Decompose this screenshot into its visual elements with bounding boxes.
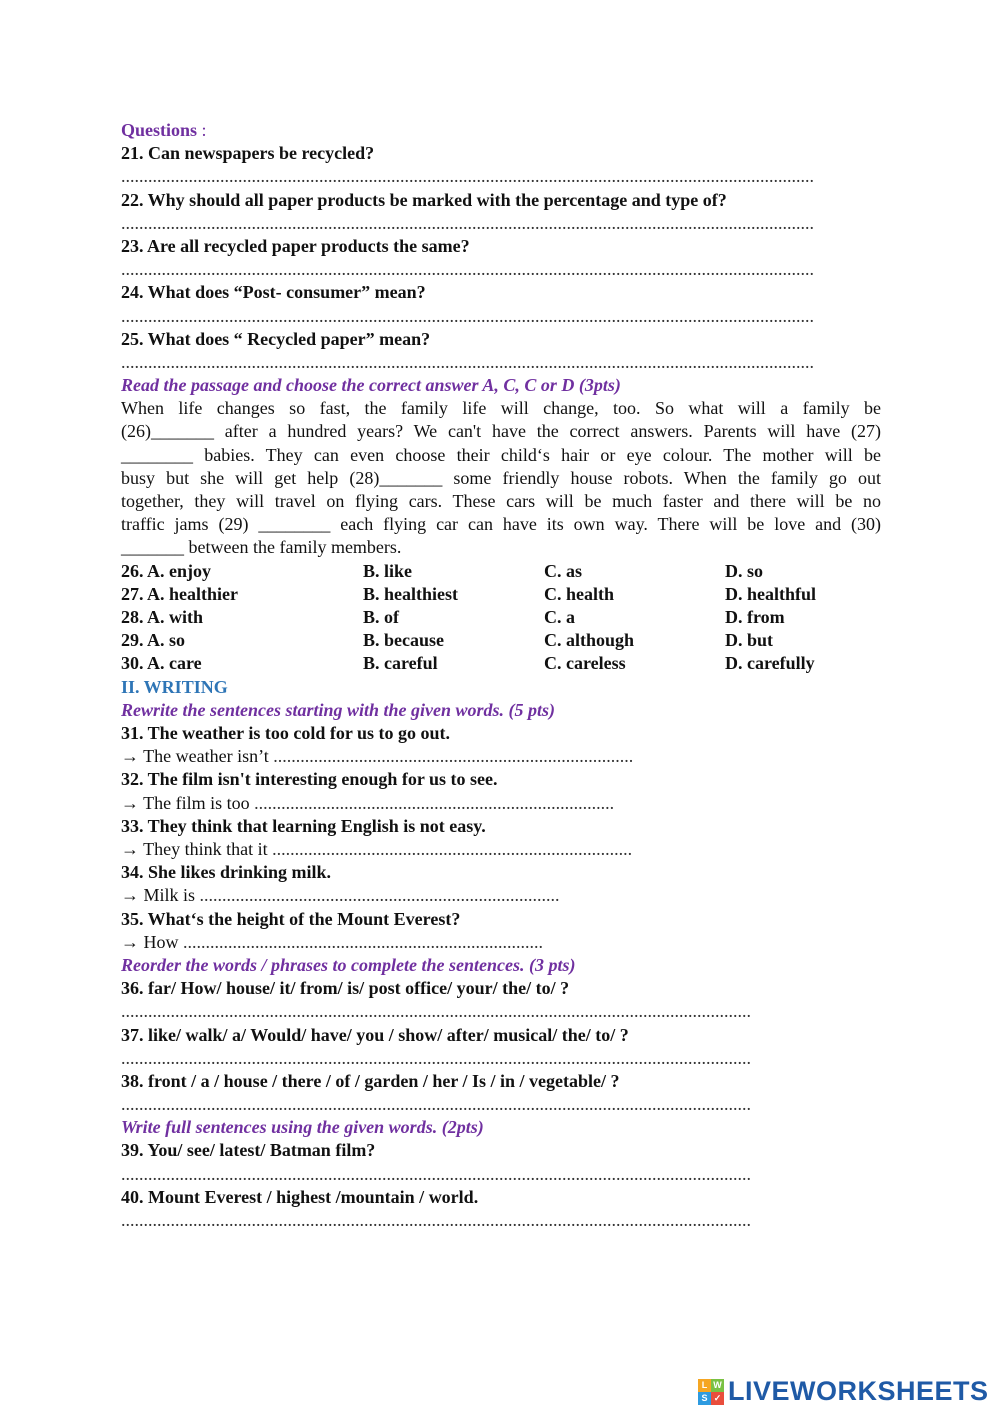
question-21: 21. Can newspapers be recycled? — [121, 143, 375, 164]
answer-31[interactable] — [121, 745, 881, 768]
logo-mark-icon — [698, 1379, 724, 1405]
option-a[interactable]: 29. A. so — [121, 630, 186, 651]
answer-dots[interactable]: ................................................................................ — [254, 792, 615, 813]
logo-tile: W — [711, 1379, 724, 1392]
answer-lead: → The weather isn’t — [121, 746, 274, 767]
answer-lead: → Milk is — [121, 885, 200, 906]
reorder-instruction: Reorder the words / phrases to complete the sentences. (3 pts) — [121, 954, 576, 975]
option-c[interactable]: C. a — [544, 607, 575, 628]
option-a[interactable]: 26. A. enjoy — [121, 560, 211, 581]
question-24: 24. What does “Post- consumer” mean? — [121, 282, 426, 303]
option-c[interactable]: C. although — [544, 630, 635, 651]
answer-line-22[interactable]: .......................................................................................................................................................... — [121, 212, 814, 233]
answer-dots[interactable]: ................................................................................ — [273, 746, 634, 767]
answer-line-23[interactable]: .......................................................................................................................................................... — [121, 259, 814, 280]
options-row-26 — [121, 560, 881, 583]
answer-line-39[interactable]: ............................................................................................................................................ — [121, 1163, 751, 1184]
questions-header — [121, 119, 881, 142]
option-c[interactable]: C. careless — [544, 653, 626, 674]
question-39: 39. You/ see/ latest/ Batman film? — [121, 1140, 376, 1161]
options-row-27 — [121, 583, 881, 606]
passage-line: traffic jams (29) ________ each flying car can have its own way. There will be love and (30) — [121, 514, 881, 535]
answer-lead: → They think that it — [121, 839, 273, 859]
passage-line: together, they will travel on flying cars. These cars will be much faster and there will be no — [121, 491, 881, 512]
logo-tile: L — [698, 1379, 711, 1392]
passage-line: busy but she will get help (28)_______ some friendly house robots. When the family go out — [121, 467, 881, 488]
answer-dots[interactable]: ................................................................................ — [183, 931, 543, 952]
option-b[interactable]: B. of — [363, 607, 399, 628]
options-row-30 — [121, 652, 881, 675]
option-b[interactable]: B. like — [363, 560, 413, 581]
option-a[interactable]: 27. A. healthier — [121, 583, 238, 604]
answer-dots[interactable]: ................................................................................ — [272, 839, 633, 859]
logo-text: LIVEWORKSHEETS — [728, 1376, 989, 1406]
option-c[interactable]: C. as — [544, 560, 583, 581]
options-row-28 — [121, 606, 881, 629]
writing-header: II. WRITING — [121, 676, 228, 697]
options-row-29 — [121, 629, 881, 652]
answer-33[interactable] — [121, 838, 881, 861]
question-25: 25. What does “ Recycled paper” mean? — [121, 328, 431, 349]
question-23: 23. Are all recycled paper products the same? — [121, 235, 470, 256]
liveworksheets-logo[interactable] — [698, 1376, 989, 1407]
option-b[interactable]: B. healthiest — [363, 583, 459, 604]
option-b[interactable]: B. careful — [363, 653, 438, 674]
question-32: 32. The film isn't interesting enough for us to see. — [121, 769, 498, 790]
option-d[interactable]: D. healthful — [725, 583, 817, 604]
option-d[interactable]: D. so — [725, 560, 764, 581]
answer-line-37[interactable]: ............................................................................................................................................ — [121, 1047, 751, 1068]
option-c[interactable]: C. health — [544, 583, 615, 604]
passage-line: When life changes so fast, the family life will change, too. So what will a family be — [121, 398, 881, 419]
answer-34[interactable] — [121, 884, 881, 907]
questions-label: Questions — [121, 120, 198, 140]
option-a[interactable]: 30. A. care — [121, 653, 202, 674]
question-36: 36. far/ How/ house/ it/ from/ is/ post office/ your/ the/ to/ ? — [121, 978, 570, 999]
answer-32[interactable] — [121, 792, 881, 815]
answer-line-25[interactable]: .......................................................................................................................................................... — [121, 351, 814, 372]
question-37: 37. like/ walk/ a/ Would/ have/ you / show/ after/ musical/ the/ to/ ? — [121, 1024, 629, 1045]
worksheet-page — [121, 119, 881, 1232]
answer-line-40[interactable]: ............................................................................................................................................ — [121, 1210, 751, 1230]
answer-lead: → The film is too — [121, 792, 255, 813]
logo-tile: ✓ — [711, 1392, 724, 1405]
option-d[interactable]: D. from — [725, 607, 785, 628]
option-d[interactable]: D. but — [725, 630, 774, 651]
option-b[interactable]: B. because — [363, 630, 444, 651]
passage — [121, 397, 881, 559]
answer-35[interactable] — [121, 931, 881, 954]
question-40: 40. Mount Everest / highest /mountain / world. — [121, 1186, 479, 1207]
sentence-instruction: Write full sentences using the given words. (2pts) — [121, 1117, 484, 1138]
question-34: 34. She likes drinking milk. — [121, 862, 332, 883]
answer-line-36[interactable]: ............................................................................................................................................ — [121, 1001, 751, 1022]
option-d[interactable]: D. carefully — [725, 653, 815, 674]
question-31: 31. The weather is too cold for us to go out. — [121, 723, 451, 744]
question-33: 33. They think that learning English is not easy. — [121, 815, 486, 836]
answer-line-38[interactable]: ............................................................................................................................................ — [121, 1094, 751, 1115]
passage-line: (26)_______ after a hundred years? We can't have the correct answers. Parents will have (27) — [121, 421, 881, 442]
passage-instruction: Read the passage and choose the correct answer A, C, C or D (3pts) — [121, 375, 621, 396]
question-38: 38. front / a / house / there / of / garden / her / Is / in / vegetable/ ? — [121, 1070, 620, 1091]
passage-line: ________ babies. They can even choose their child‘s hair or eye colour. The mother will be — [121, 444, 881, 465]
passage-line: _______ between the family members. — [121, 537, 402, 558]
question-22: 22. Why should all paper products be marked with the percentage and type of? — [121, 189, 727, 210]
answer-lead: → How — [121, 931, 183, 952]
answer-line-21[interactable]: .......................................................................................................................................................... — [121, 166, 814, 187]
option-a[interactable]: 28. A. with — [121, 607, 204, 628]
rewrite-instruction: Rewrite the sentences starting with the given words. (5 pts) — [121, 699, 556, 720]
answer-line-24[interactable]: .......................................................................................................................................................... — [121, 305, 814, 326]
questions-colon: : — [197, 120, 207, 140]
answer-dots[interactable]: ................................................................................ — [199, 885, 560, 906]
logo-tile: S — [698, 1392, 711, 1405]
question-35: 35. What‘s the height of the Mount Everest? — [121, 908, 461, 929]
